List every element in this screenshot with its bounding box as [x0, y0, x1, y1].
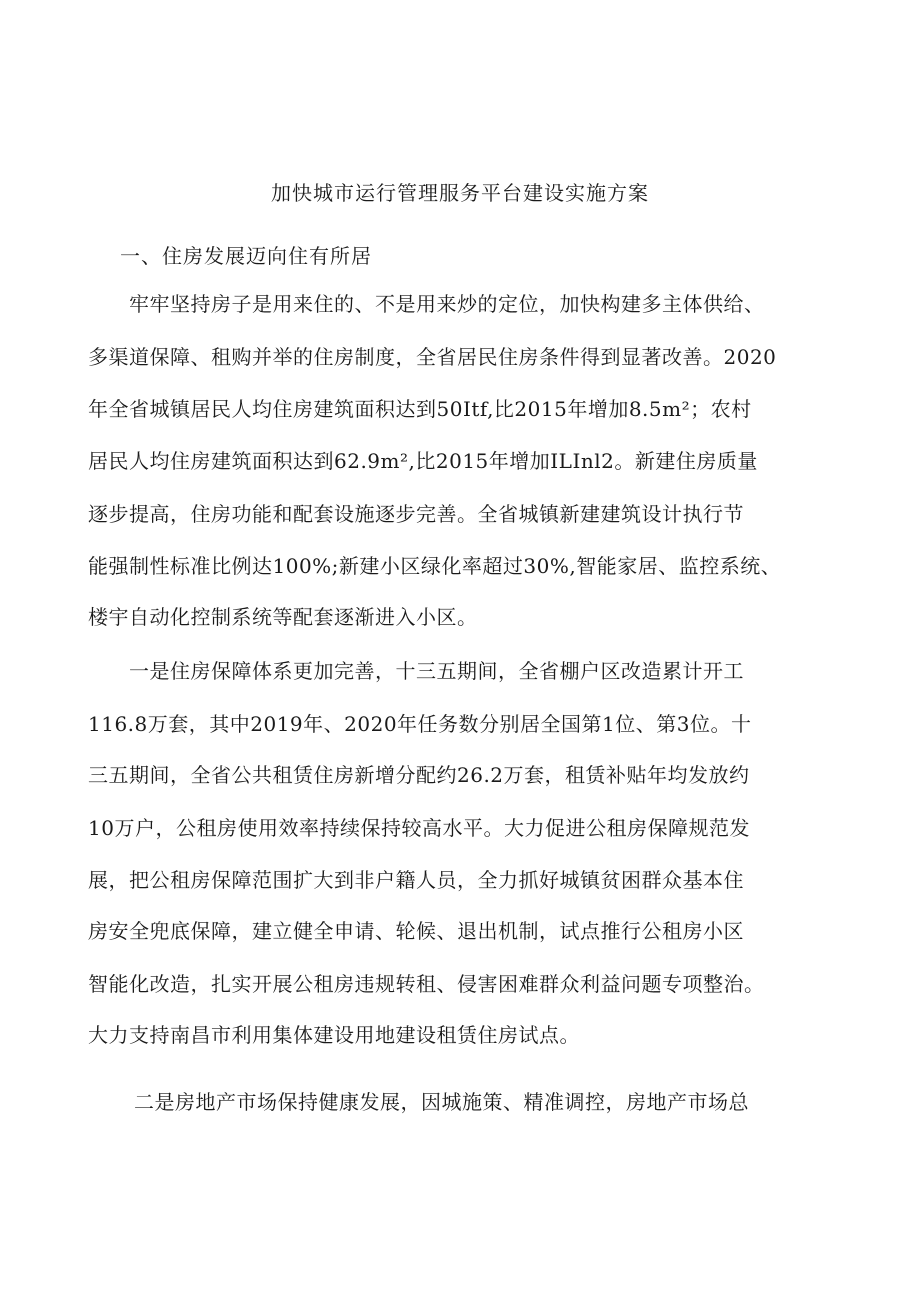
paragraph-1-line-5: 逐步提高，住房功能和配套设施逐步完善。全省城镇新建建筑设计执行节 — [88, 502, 744, 526]
paragraph-3-line-1: 二是房地产市场保持健康发展，因城施策、精准调控，房地产市场总 — [134, 1090, 749, 1114]
paragraph-1-line-2: 多渠道保障、租购并举的住房制度，全省居民住房条件得到显著改善。2020 — [88, 345, 777, 369]
paragraph-2-line-5: 展，把公租房保障范围扩大到非户籍人员，全力抓好城镇贫困群众基本住 — [88, 868, 744, 892]
paragraph-2-line-7: 智能化改造，扎实开展公租房违规转租、侵害困难群众利益问题专项整治。 — [88, 972, 765, 996]
paragraph-2-line-6: 房安全兜底保障，建立健全申请、轮候、退出机制，试点推行公租房小区 — [88, 919, 744, 943]
paragraph-2-line-8: 大力支持南昌市利用集体建设用地建设租赁住房试点。 — [88, 1023, 580, 1047]
paragraph-1-line-3: 年全省城镇居民人均住房建筑面积达到50Itf,比2015年增加8.5m²；农村 — [88, 397, 752, 421]
paragraph-2-line-1: 一是住房保障体系更加完善，十三五期间，全省棚户区改造累计开工 — [129, 659, 744, 683]
paragraph-2-line-4: 10万户，公租房使用效率持续保持较高水平。大力促进公租房保障规范发 — [88, 816, 750, 840]
document-title: 加快城市运行管理服务平台建设实施方案 — [271, 181, 649, 205]
paragraph-1-line-7: 楼宇自动化控制系统等配套逐渐进入小区。 — [88, 605, 478, 629]
section-heading: 一、住房发展迈向住有所居 — [120, 244, 372, 268]
paragraph-2-line-2: 116.8万套，其中2019年、2020年任务数分别居全国第1位、第3位。十 — [88, 712, 752, 736]
paragraph-1-line-6: 能强制性标准比例达100%;新建小区绿化率超过30%,智能家居、监控系统、 — [88, 554, 782, 578]
paragraph-1-line-4: 居民人均住房建筑面积达到62.9m²,比2015年增加ILInl2。新建住房质量 — [88, 449, 758, 473]
paragraph-2-line-3: 三五期间，全省公共租赁住房新增分配约26.2万套，租赁补贴年均发放约 — [88, 763, 750, 787]
paragraph-1-line-1: 牢牢坚持房子是用来住的、不是用来炒的定位，加快构建多主体供给、 — [129, 292, 765, 316]
